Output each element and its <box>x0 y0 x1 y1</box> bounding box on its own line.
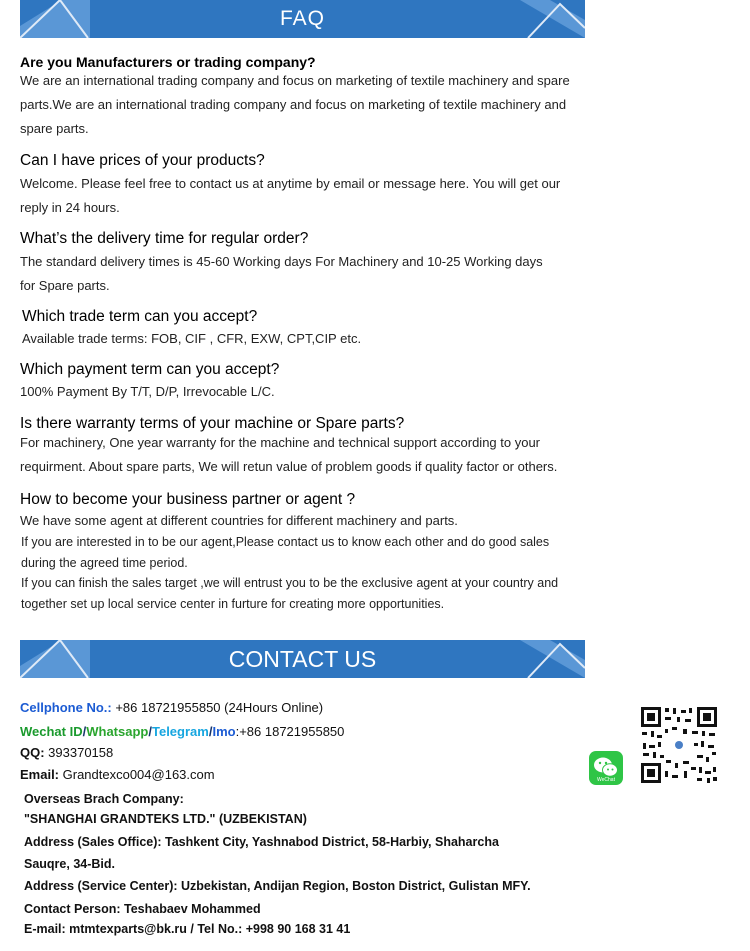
qq-value[interactable]: 393370158 <box>44 745 114 760</box>
branch-heading: Overseas Brach Company: <box>24 792 184 806</box>
cellphone-line <box>20 700 323 715</box>
cellphone-label: Cellphone No.: <box>20 700 112 715</box>
messenger-line <box>20 724 344 739</box>
qq-line <box>20 745 113 760</box>
wechat-icon[interactable] <box>589 751 623 785</box>
separator: / <box>148 724 152 739</box>
separator: / <box>208 724 213 739</box>
separator: / <box>82 724 87 739</box>
faq-answer-7-para-2: If you are interested in to be our agent,Please contact us to know each other and do good sales during the agreed time period. <box>21 535 550 570</box>
qq-label: QQ: <box>20 745 45 760</box>
faq-banner <box>20 0 585 38</box>
wechat-icon-label: WeChat <box>597 777 615 783</box>
faq-question-7: How to become your business partner or agent ? <box>20 491 356 508</box>
faq-answer-1: We are an international trading company and focus on marketing of textile machinery and spare parts.We are an international trading company and focus on marketing of textile machinery and spare parts. <box>20 73 570 136</box>
whatsapp-label: Whatsapp <box>86 724 149 739</box>
sales-office-address-cont: Sauqre, 34-Bid. <box>24 857 115 871</box>
faq-question-4: Which trade term can you accept? <box>22 308 258 325</box>
imo-label: Imo <box>212 724 236 739</box>
faq-answer-7-para-3: If you can finish the sales target ,we will entrust you to be the exclusive agent at your country and together set up local service center in furture for creating more opportunities. <box>21 576 559 611</box>
wechat-label: Wechat ID <box>20 724 83 739</box>
faq-answer-2: Welcome. Please feel free to contact us at anytime by email or message here. You will get our reply in 24 hours. <box>20 176 561 215</box>
faq-question-5: Which payment term can you accept? <box>20 361 280 378</box>
email-value[interactable]: Grandtexco004@163.com <box>59 767 215 782</box>
faq-question-1: Are you Manufacturers or trading company? <box>20 54 316 70</box>
faq-answer-3: The standard delivery times is 45-60 Working days For Machinery and 10-25 Working days for Spare parts. <box>20 254 543 293</box>
service-center-address: Address (Service Center): Uzbekistan, Andijan Region, Boston District, Gulistan MFY. <box>24 879 531 893</box>
faq-title: FAQ <box>279 7 325 30</box>
contact-banner <box>20 640 585 678</box>
contact-title: CONTACT US <box>228 646 377 672</box>
faq-question-6: Is there warranty terms of your machine or Spare parts? <box>20 415 405 432</box>
branch-email-tel[interactable]: E-mail: mtmtexparts@bk.ru / Tel No.: +998 90 168 31 41 <box>24 922 351 936</box>
faq-answer-7: We have some agent at different countries for different machinery and parts. <box>20 513 458 528</box>
cellphone-value[interactable]: +86 18721955850 (24Hours Online) <box>111 700 324 715</box>
faq-answer-5: 100% Payment By T/T, D/P, Irrevocable L/C. <box>20 384 275 399</box>
faq-answer-6: For machinery, One year warranty for the machine and technical support according to your requirment. About spare parts, We will retun value of problem goods if quality factor or others. <box>20 435 558 474</box>
messenger-value[interactable]: :+86 18721955850 <box>235 724 345 739</box>
branch-company: "SHANGHAI GRANDTEKS LTD." (UZBEKISTAN) <box>24 812 307 826</box>
qr-code-image <box>639 705 719 785</box>
email-line <box>20 767 215 782</box>
sales-office-address: Address (Sales Office): Tashkent City, Yashnabod District, 58-Harbiy, Shaharcha <box>24 835 499 849</box>
contact-person: Contact Person: Teshabaev Mohammed <box>24 902 261 916</box>
email-label: Email: <box>20 767 60 782</box>
faq-question-3: What’s the delivery time for regular order? <box>20 230 309 247</box>
faq-question-2: Can I have prices of your products? <box>20 152 265 169</box>
telegram-label: Telegram <box>151 724 209 739</box>
faq-answer-4: Available trade terms: FOB, CIF , CFR, EXW, CPT,CIP etc. <box>22 331 362 346</box>
